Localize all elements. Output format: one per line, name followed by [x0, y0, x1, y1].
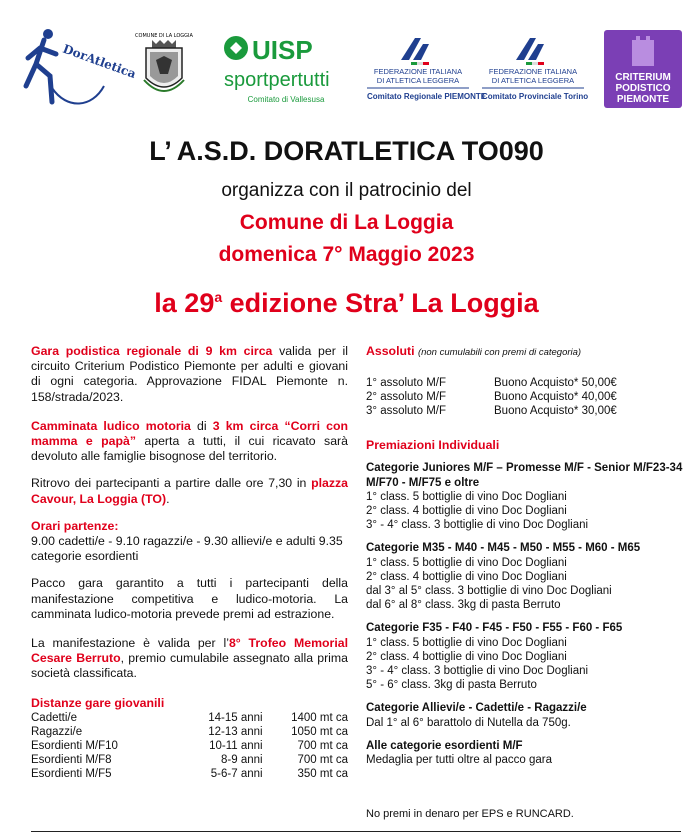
distance-meters: 350 mt ca — [297, 767, 348, 780]
criterium-line1: CRITERIUM — [615, 72, 671, 83]
prize-group — [366, 541, 686, 612]
youth-distances-title: Distanze gare giovanili — [31, 695, 165, 710]
prize-line: Medaglia per tutti oltre al pacco gara — [366, 754, 553, 767]
walk-details: aperta a tutti, il cui ricavato sarà devoluto alle famiglie bisognose del territorio. — [31, 434, 348, 464]
criterium-logo — [604, 30, 682, 108]
prize-line: 2° class. 4 bottiglie di vino Doc Dogliani — [366, 650, 567, 663]
right-column — [366, 344, 686, 820]
prize-line: 1° class. 5 bottiglie di vino Doc Dogliani — [366, 636, 567, 649]
fidal-regional-line1: FEDERAZIONE ITALIANA — [373, 67, 463, 76]
edition-suffix: edizione Stra’ La Loggia — [222, 288, 539, 318]
event-organizer-title: L’ A.S.D. DORATLETICA TO090 — [149, 136, 544, 166]
prize-line: 3° - 4° class. 3 bottiglie di vino Doc Dogliani — [366, 519, 589, 532]
absolute-prizes-header — [366, 344, 686, 360]
walk-distance: 3 km circa “Corri con mamma e papà” — [31, 418, 349, 449]
absolute-prize-row — [366, 390, 621, 404]
individual-prizes-title: Premiazioni Individuali — [366, 438, 500, 453]
prize-line: 3° - 4° class. 3 bottiglie di vino Doc Dogliani — [366, 665, 589, 678]
prize-group — [366, 739, 686, 767]
fidal-regional-logo — [365, 34, 487, 104]
uisp-logo — [222, 34, 350, 106]
distance-meters: 700 mt ca — [297, 739, 348, 752]
comune-crest — [135, 30, 193, 100]
absolute-prize-row — [366, 404, 621, 418]
distance-age: 8-9 anni — [221, 753, 263, 766]
start-times-title: Orari partenze: — [31, 518, 119, 533]
distance-category: Esordienti M/F8 — [31, 753, 112, 766]
prize-line: 1° class. 5 bottiglie di vino Doc Dogliani — [366, 490, 567, 503]
fidal-provincial-line1: FEDERAZIONE ITALIANA — [488, 67, 578, 76]
distance-row — [31, 753, 348, 767]
comune-crest-text: COMUNE DI LA LOGGIA — [135, 33, 193, 39]
footer-note: No premi in denaro per EPS e RUNCARD. — [366, 808, 574, 820]
race-description — [31, 344, 348, 405]
fidal-provincial-logo — [480, 34, 589, 104]
prize-group-title: Categorie F35 - F40 - F45 - F50 - F55 - F60 - F65 — [366, 622, 623, 635]
walk-type: Camminata ludico motoria — [31, 418, 191, 433]
edition-prefix: la 29 — [154, 288, 215, 318]
prize-line: 5° - 6° class. 3kg di pasta Berruto — [366, 679, 537, 692]
comune-heading: Comune di La Loggia — [239, 211, 454, 234]
prize-group-title: Categorie Allievi/e - Cadetti/e - Ragazzi/e — [366, 702, 587, 715]
prize-group — [366, 701, 686, 729]
prize-group — [366, 621, 686, 692]
event-subtitle: organizza con il patrocinio del — [221, 180, 472, 201]
left-column — [31, 344, 348, 781]
meeting-end: . — [166, 491, 170, 506]
bottom-rule — [31, 831, 681, 832]
uisp-subtitle: sportpertutti — [224, 69, 330, 91]
prize-group-title: Categorie M35 - M40 - M45 - M50 - M55 - M60 - M65 — [366, 542, 641, 555]
distance-age: 14-15 anni — [208, 711, 263, 724]
edition-superscript: a — [214, 289, 223, 305]
absolute-place: 2° assoluto M/F — [366, 391, 447, 404]
distance-age: 5-6-7 anni — [210, 767, 263, 780]
distance-meters: 1400 mt ca — [291, 711, 348, 724]
prize-line: dal 3° al 5° class. 3 bottiglie di vino Doc Dogliani — [366, 585, 612, 598]
youth-distances-table — [31, 711, 348, 781]
uisp-committee: Comitato di Vallesusa — [247, 95, 325, 104]
start-times: 9.00 cadetti/e - 9.10 ragazzi/e - 9.30 allievi/e e adulti 9.35 categorie esordienti — [31, 534, 343, 564]
prize-group — [366, 461, 686, 532]
absolute-prize: Buono Acquisto* 50,00€ — [494, 377, 617, 390]
doratletica-logo — [22, 24, 138, 114]
date-heading: domenica 7° Maggio 2023 — [218, 243, 475, 266]
trophy-text: La manifestazione è valida per l’ — [31, 636, 229, 651]
walk-description — [31, 419, 348, 465]
walk-mid: di — [190, 418, 213, 433]
absolute-place: 1° assoluto M/F — [366, 377, 447, 390]
prize-line: 2° class. 4 bottiglie di vino Doc Dogliani — [366, 505, 567, 518]
distance-meters: 1050 mt ca — [291, 725, 348, 738]
fidal-provincial-committee: Comitato Provinciale Torino — [482, 92, 589, 101]
fidal-provincial-line2: DI ATLETICA LEGGERA — [491, 76, 575, 85]
prize-groups — [366, 461, 686, 767]
meeting-location: plazza Cavour, La Loggia (TO) — [31, 476, 348, 506]
race-type: Gara podistica regionale di 9 km circa — [31, 344, 273, 358]
race-details: valida per il circuito Criterium Podistico Piemonte per adulti e giovani di ogni categoria. Approvazione FIDAL Piemonte n. 158/strada/2023. — [31, 344, 349, 404]
absolute-prizes-note: (non cumulabili con premi di categoria) — [417, 347, 582, 358]
distance-row — [31, 767, 348, 781]
distance-row — [31, 711, 348, 725]
prize-line: Dal 1° al 6° barattolo di Nutella da 750g. — [366, 716, 571, 729]
memorial-trophy-info — [31, 636, 348, 682]
distance-row — [31, 739, 348, 753]
prize-line: dal 6° al 8° class. 3kg di pasta Berruto — [366, 599, 561, 612]
absolute-prizes-title: Assoluti — [366, 344, 415, 358]
prize-line: 1° class. 5 bottiglie di vino Doc Dogliani — [366, 556, 567, 569]
distance-category: Esordienti M/F5 — [31, 767, 112, 780]
fidal-regional-line2: DI ATLETICA LEGGERA — [376, 76, 460, 85]
distance-age: 12-13 anni — [208, 725, 263, 738]
distance-category: Esordienti M/F10 — [31, 739, 118, 752]
uisp-title: UISP — [252, 35, 313, 65]
distance-age: 10-11 anni — [209, 739, 263, 752]
trophy-rest: , premio cumulabile assegnato alla prima società classificata. — [31, 651, 348, 681]
trophy-name: 8° Trofeo Memorial Cesare Berruto — [31, 636, 348, 666]
absolute-place: 3° assoluto M/F — [366, 405, 447, 418]
meeting-point — [31, 476, 348, 506]
distance-meters: 700 mt ca — [297, 753, 348, 766]
absolute-prizes-table — [366, 376, 621, 418]
distance-row — [31, 725, 348, 739]
distance-category: Cadetti/e — [31, 711, 78, 724]
meeting-text: Ritrovo dei partecipanti a partire dalle ore 7,30 in — [31, 476, 312, 491]
distance-category: Ragazzi/e — [31, 725, 83, 738]
criterium-line3: PIEMONTE — [616, 94, 670, 105]
absolute-prize: Buono Acquisto* 40,00€ — [494, 391, 617, 404]
prize-line: 2° class. 4 bottiglie di vino Doc Dogliani — [366, 570, 567, 583]
prize-group-title: Alle categorie esordienti M/F — [366, 739, 523, 752]
absolute-prize-row — [366, 376, 621, 390]
fidal-regional-committee: Comitato Regionale PIEMONTE — [367, 92, 487, 101]
race-pack-info: Pacco gara garantito a tutti i partecipanti della manifestazione competitiva e ludico-motoria. La camminata ludico-motoria prevede premi ad estrazione. — [31, 576, 348, 621]
criterium-line2: PODISTICO — [615, 83, 671, 94]
edition-heading — [0, 288, 693, 319]
doratletica-logo-text: DorAtletica — [60, 41, 138, 82]
prize-group-title: Categorie Juniores M/F – Promesse M/F - Senior M/F23-34 M/F70 - M/F75 e oltre — [366, 462, 683, 489]
absolute-prize: Buono Acquisto* 30,00€ — [494, 405, 617, 418]
